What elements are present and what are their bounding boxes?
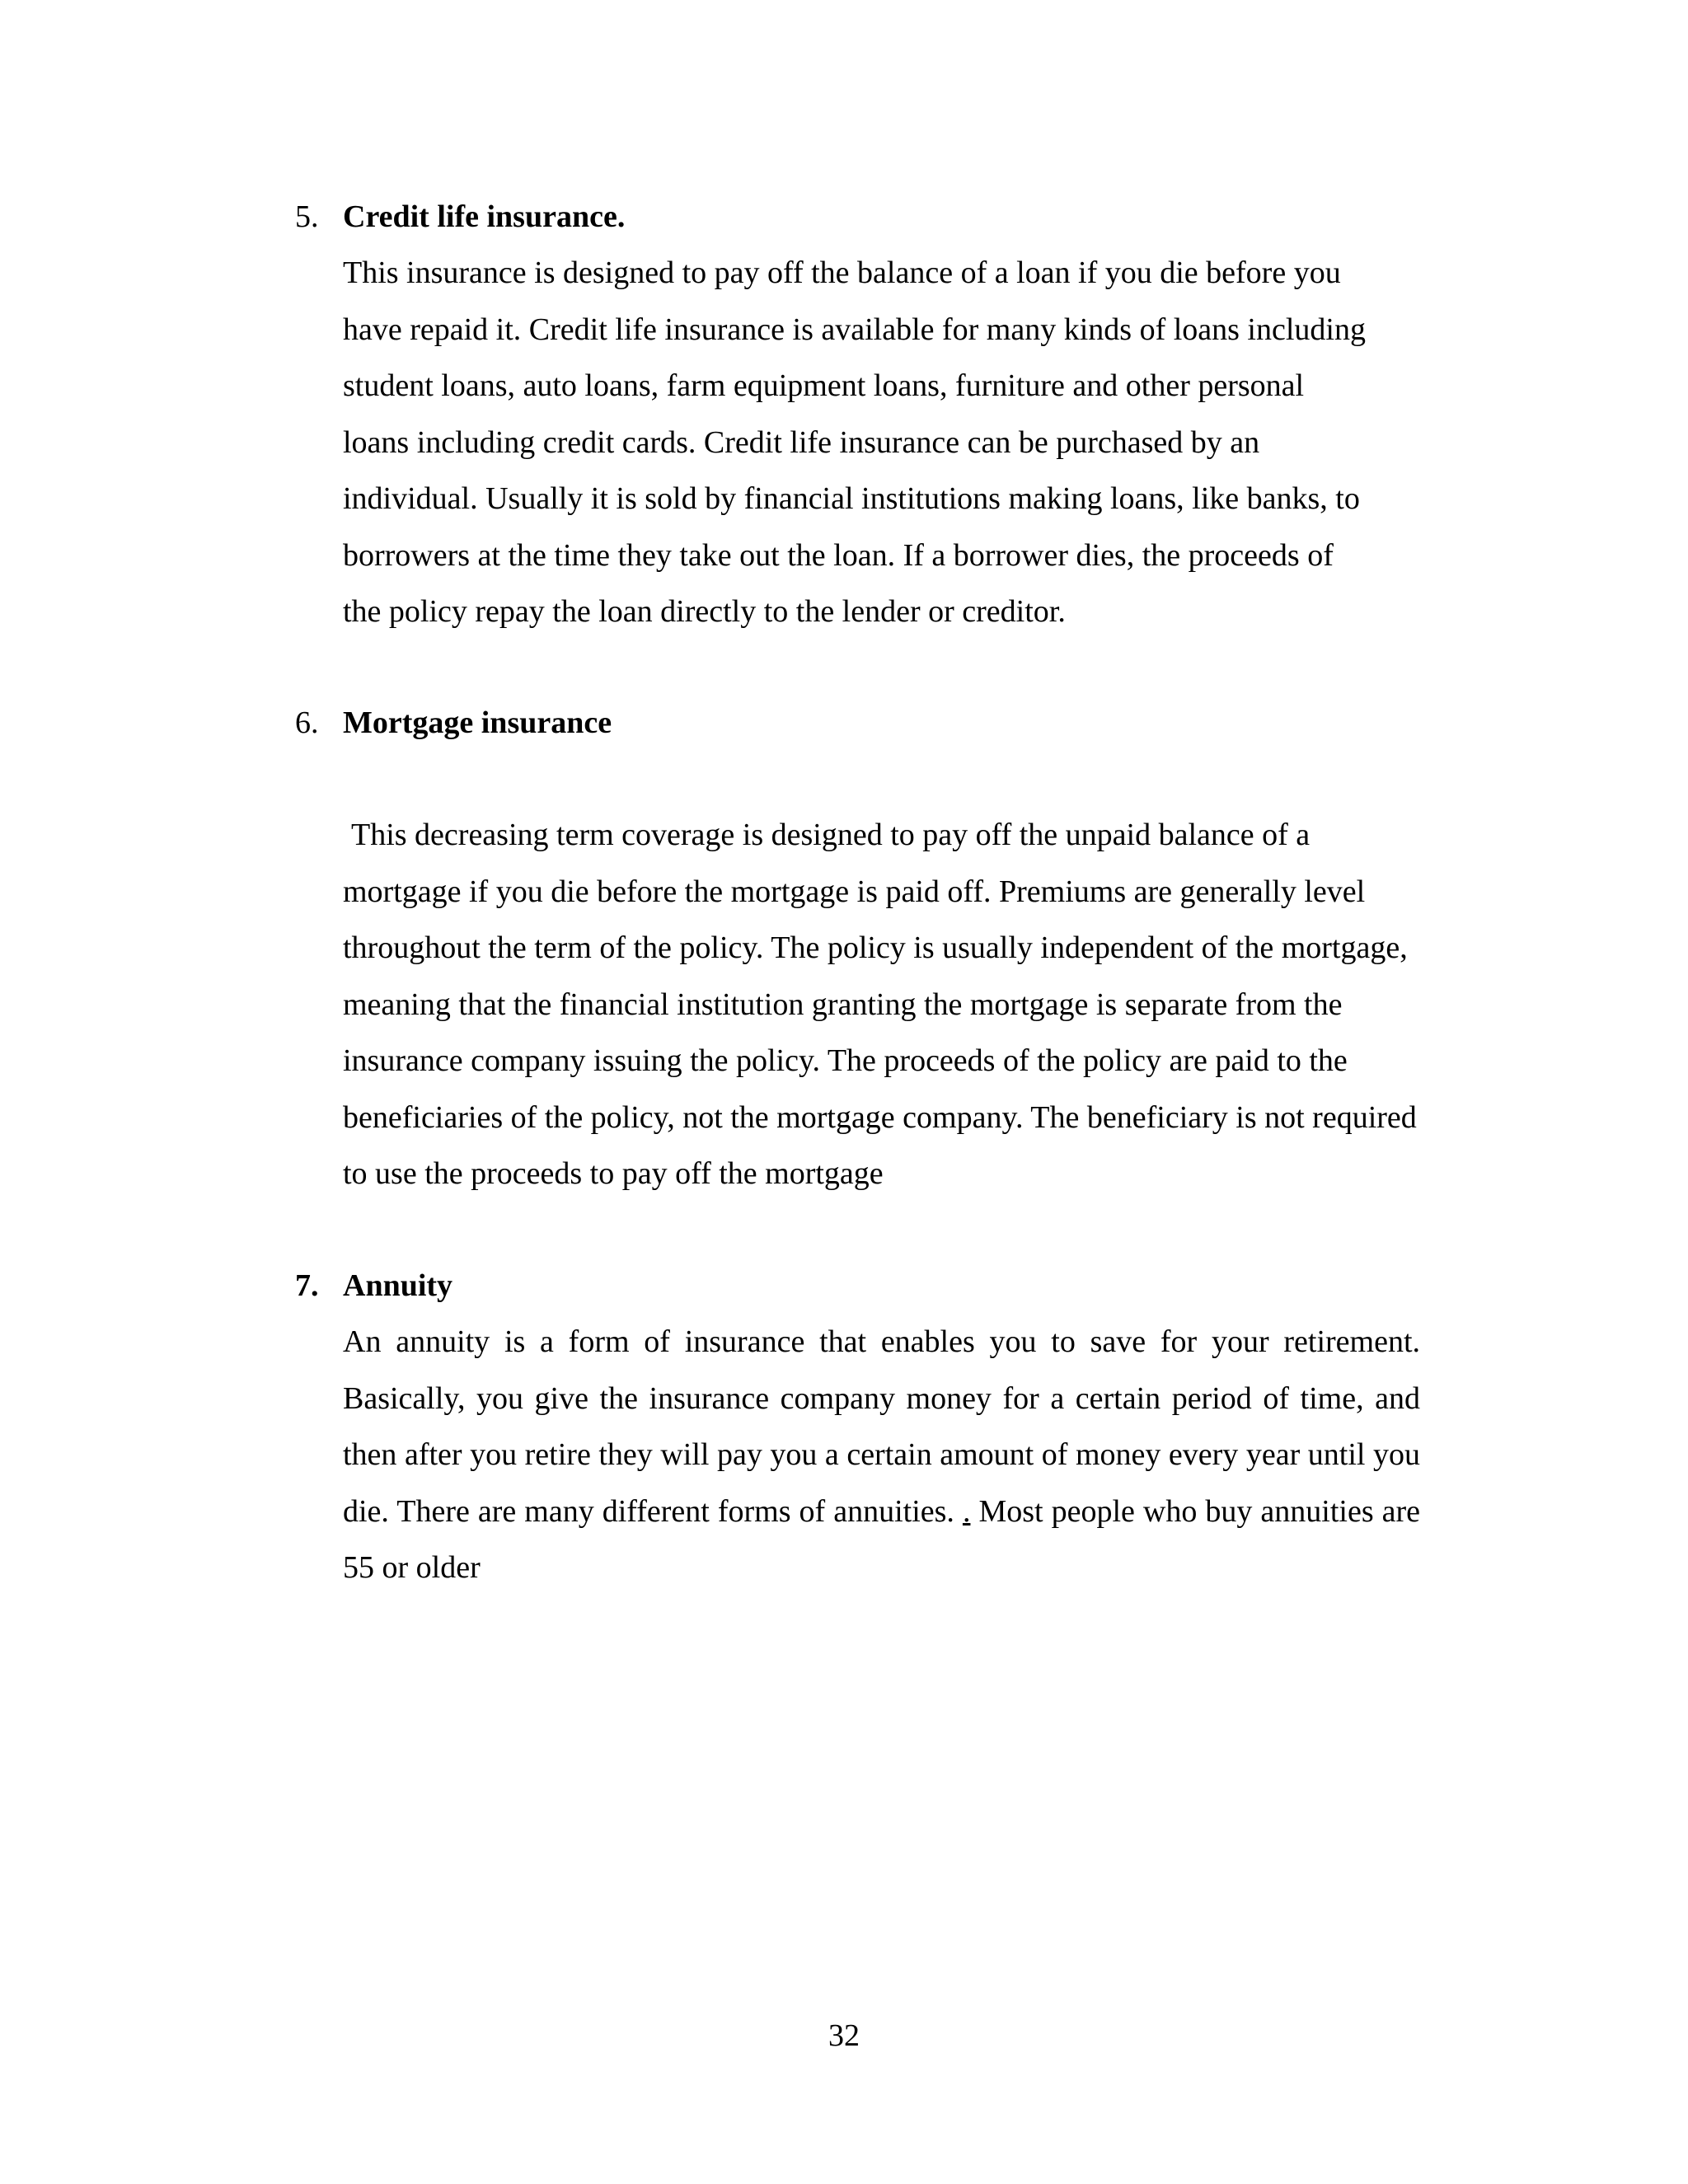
section-paragraph xyxy=(343,807,1423,1202)
section-title: Annuity xyxy=(343,1268,453,1303)
section-paragraph-text: An annuity is a form of insurance that enables you to save for your retirement. Basically, you give the insurance company money for a certain period of time, and then after you retire they will pay you a certain amount of money every year until you die. There are many different forms of annuities. xyxy=(343,1324,1420,1529)
section-number: 5. xyxy=(295,199,319,234)
section-heading xyxy=(295,695,1420,751)
section-paragraph xyxy=(343,1314,1420,1596)
section-title: Credit life insurance. xyxy=(343,199,626,234)
section-credit-life-insurance xyxy=(295,189,1420,640)
section-heading xyxy=(295,189,1420,245)
section-annuity xyxy=(295,1258,1420,1596)
section-paragraph-text-continued: Most people who buy annuities are 55 or older xyxy=(343,1493,1421,1585)
underlined-mark: . xyxy=(962,1493,971,1529)
section-mortgage-insurance xyxy=(295,695,1420,1202)
section-paragraph: This insurance is designed to pay off the balance of a loan if you die before you have repaid it. Credit life insurance is available for many kinds of loans including student loans, auto loans, farm equipment loans, furniture and other personal loans including credit cards. Credit life insurance can be purchased by an individual. Usually it is sold by financial institutions making loans, like banks, to borrowers at the time they take out the loan. If a borrower dies, the proceeds of the policy repay the loan directly to the lender or creditor. xyxy=(343,255,1366,629)
section-number: 6. xyxy=(295,705,319,740)
section-heading xyxy=(295,1258,1420,1314)
section-number: 7. xyxy=(295,1268,319,1303)
section-paragraph-text: This decreasing term coverage is designed to pay off the unpaid balance of a mortgage if you die before the mortgage is paid off. Premiums are generally level throughout the term of the policy. The policy is usually independent of the mortgage, meaning that the financial institution granting the mortgage is separate from the insurance company issuing the policy. The proceeds of the policy are paid to the beneficiaries of the policy, not the mortgage company. The beneficiary is not required to use the proceeds to pay off the mortgage xyxy=(343,818,1417,1191)
section-title: Mortgage insurance xyxy=(343,705,612,740)
page-number: 32 xyxy=(828,2018,860,2053)
